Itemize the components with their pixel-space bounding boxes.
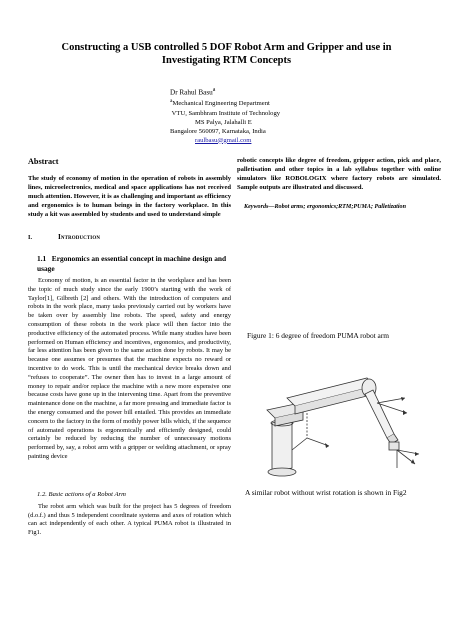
intro-heading [28,233,100,241]
subsection-1-1-heading [37,254,233,273]
affiliation-2-text: VTU, Sambhram Institute of Technology [171,109,281,117]
affil-sup: a [170,98,173,105]
subsection-1-1-title: Ergonomics an essential concept in machine design and usage [37,254,227,273]
intro-paragraph: Economy of motion, is an essential factor in the workplace and has been the topic of much study since the early 1900’s starting with the work of Taylor[1], Gilbreth [2] and others. With the introduction of computers and robots in the work place, many tasks previously carried out by workers have be taken over by assembly line robots. The speed, safety and energy consumption of these robots in the work place will then factor into the productive efficiency of the automated process. While many studies have been performed on Human efficiency and incentives, ergonomics, and productivity, far less attention has been given to the same action done by robots. It may be because one assumes or presumes that the machine expects no reward or incentive to do work. This is until the mechanical device breaks down and “refuses to cooperate”. The owner then has to invest in a large amount of money to repair and/or replace the machine with a new more expensive one because costs have gone up in the intervening time. Apart from the preventive maintenance done on the machine, a far more pressing and immediate factor is the energy consumed and the power bill entailed. This provides an immediate concern to the factory in the form of mothly power bills which, if the sequence of automated operations is ergonomically and efficiently designed, could certainly be reduced by reducing the number of unnecessary motions performed by, say, a robot arm with a gripper or welding attachment, or spray painting device [28,277,231,460]
abstract-left: The study of economy of motion in the operation of robots in assembly lines, microelectronics, medical and space applications has not received much attention. However, it is as challenging and important as efficiency and ergonomics is to human beings in the factory workplace. In this study a kit was assembled by students and used to understand simple [28,175,231,219]
keywords: Keywords—Robot arms; ergonomics;RTM;PUMA; Palletization [244,204,406,210]
author-name: Dr Rahul Basu [170,88,213,97]
author-block [170,86,330,145]
abstract-heading: Abstract [28,157,59,166]
figure-2-reference: A similar robot without wrist rotation is shown in Fig2 [245,488,407,497]
author-email-link[interactable]: raulbasu@gmail.com [195,136,252,144]
title-line-1: Constructing a USB controlled 5 DOF Robot Arm and Gripper and use in [61,42,392,53]
puma-robot-figure [247,368,437,478]
title-line-2: Investigating RTM Concepts [161,55,292,66]
intro-title: Introduction [58,233,101,241]
author-email-wrap [170,136,330,145]
author-name-line [170,86,330,97]
intro-body [28,277,231,462]
author-sup: a [212,87,216,93]
subsection-1-2-heading: 1.2. Basic actions of a Robot Arm [37,491,126,498]
abstract-right: robotic concepts like degree of freedom, gripper action, pick and place, palletisation and other topics in a lab syllabus together with online simulators like ROBOLOGIX where factory robots are simulated. Sample outputs are illustrated and discussed. [237,157,441,192]
affiliation-3: MS Palya, Jalahalli E [195,118,252,126]
affiliation-1 [170,97,330,108]
affiliation-4: Bangalore 560097, Karnataka, India [170,127,266,135]
affiliation-2 [170,109,330,118]
intro-number: I. [28,234,33,241]
subsection-1-1-number: 1.1 [37,254,47,263]
puma-robot-drawing [247,368,437,478]
figure-1-caption: Figure 1: 6 degree of freedom PUMA robot arm [247,331,390,340]
subsection-1-2-body: The robot arm which was built for the project has 5 degrees of freedom (d.o.f.) and thus 5 independent coordinate systems and axes of rotation which can act independently of each other. A typical PUMA robot is illustrated in Fig1. [28,503,231,536]
paper-title [20,41,433,67]
affiliation-1-text: Mechanical Engineering Department [172,100,270,108]
